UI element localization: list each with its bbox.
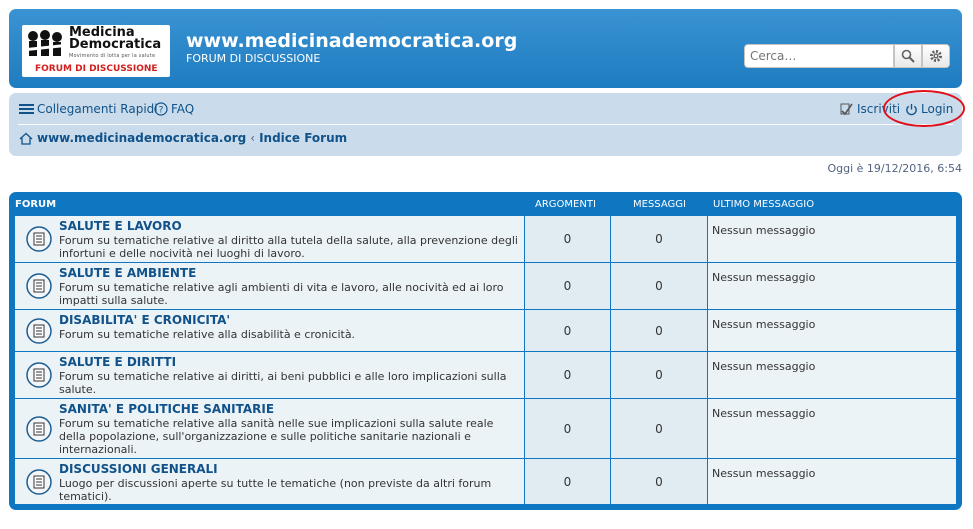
forum-cell <box>15 310 524 351</box>
last-post-text: Nessun messaggio <box>712 407 816 420</box>
topics-count: 0 <box>563 474 572 489</box>
topics-cell <box>525 216 610 262</box>
forum-cell <box>15 263 524 309</box>
forum-cell <box>15 352 524 398</box>
posts-count: 0 <box>655 323 663 338</box>
topics-cell <box>525 263 610 309</box>
forum-title-link[interactable]: SALUTE E DIRITTI <box>59 355 177 369</box>
topics-cell <box>525 399 610 458</box>
posts-count: 0 <box>655 474 663 489</box>
last-post-cell <box>708 310 956 351</box>
breadcrumb-home[interactable]: www.medicinademocratica.org <box>37 131 247 145</box>
forum-cell <box>15 459 524 504</box>
posts-cell <box>611 216 707 262</box>
login-highlight-circle <box>883 90 965 127</box>
posts-count: 0 <box>655 368 663 382</box>
header-last-post: ULTIMO MESSAGGIO <box>713 199 815 210</box>
breadcrumb-forum-index[interactable]: Indice Forum <box>259 131 348 145</box>
topics-cell <box>525 352 610 398</box>
forum-read-icon <box>26 362 52 388</box>
register-label: Iscriviti <box>857 102 901 116</box>
last-post-cell <box>708 459 956 504</box>
forum-read-icon <box>26 416 52 442</box>
faq-label: FAQ <box>171 102 195 116</box>
breadcrumb <box>19 131 347 145</box>
gear-icon <box>929 49 943 63</box>
last-post-cell <box>708 263 956 309</box>
forum-description: Forum su tematiche relative ai diritti, ai beni pubblici e alle loro implicazioni sulla salute. <box>59 370 507 396</box>
forum-description: Forum su tematiche relative alla disabilità e cronicità. <box>59 328 356 341</box>
header-topics: ARGOMENTI <box>535 199 596 210</box>
topics-count: 0 <box>563 279 572 293</box>
navbar <box>9 93 962 156</box>
search-button[interactable] <box>894 44 922 68</box>
navbar-divider <box>18 124 953 125</box>
site-description: FORUM DI DISCUSSIONE <box>186 52 321 65</box>
advanced-search-button[interactable] <box>922 44 950 68</box>
logo-text-line2: Democratica <box>69 37 162 52</box>
faq-link[interactable] <box>154 102 194 116</box>
posts-cell <box>611 352 707 398</box>
forum-row <box>15 459 956 504</box>
forum-read-icon <box>26 469 52 495</box>
topics-count: 0 <box>563 232 572 246</box>
forum-cell <box>15 399 524 458</box>
forum-title-link[interactable]: DISCUSSIONI GENERALI <box>59 462 218 476</box>
forum-row <box>15 310 956 351</box>
hamburger-icon <box>19 103 34 115</box>
last-post-text: Nessun messaggio <box>712 318 816 331</box>
forum-description: Forum su tematiche relative al diritto alla tutela della salute, alla prevenzione degli infortuni e delle nocività nei luoghi di lavoro. <box>59 234 518 260</box>
topics-cell <box>525 310 610 351</box>
site-title[interactable]: www.medicinademocratica.org <box>186 30 518 52</box>
forum-title-link[interactable]: DISABILITA' E CRONICITA' <box>59 313 231 327</box>
topics-count: 0 <box>563 368 572 382</box>
register-icon <box>840 102 854 116</box>
svg-text:?: ? <box>158 105 164 116</box>
forum-row <box>15 352 956 398</box>
logo-figures-icon <box>25 28 67 58</box>
forum-description: Forum su tematiche relative agli ambienti di vita e lavoro, alle nocività ed ai loro impatti sulla salute. <box>59 281 504 307</box>
breadcrumb-separator: ‹ <box>250 131 256 145</box>
forum-list-header <box>9 192 962 216</box>
forum-row <box>15 263 956 309</box>
last-post-cell <box>708 399 956 458</box>
forum-row <box>15 399 956 458</box>
last-post-text: Nessun messaggio <box>712 271 816 284</box>
forum-list <box>9 192 962 510</box>
posts-count: 0 <box>655 279 663 293</box>
last-post-cell <box>708 352 956 398</box>
posts-count: 0 <box>655 232 663 246</box>
forum-description: Forum su tematiche relative alla sanità nelle sue implicazioni sulla salute reale della popolazione, sull'organizzazione e sulle politiche sanitarie nazionali e internazionali. <box>59 417 494 456</box>
forum-read-icon <box>26 273 52 299</box>
posts-count: 0 <box>655 421 663 436</box>
last-post-text: Nessun messaggio <box>712 360 816 373</box>
topics-count: 0 <box>563 323 572 338</box>
header-forum: FORUM <box>15 199 57 210</box>
forum-read-icon <box>26 318 52 344</box>
current-datetime: Oggi è 19/12/2016, 6:54 <box>827 162 962 175</box>
site-logo[interactable] <box>22 25 170 77</box>
logo-text-line1: Medicina <box>69 25 135 40</box>
posts-cell <box>611 310 707 351</box>
forum-read-icon <box>26 226 52 252</box>
last-post-text: Nessun messaggio <box>712 467 816 480</box>
forum-row <box>15 216 956 262</box>
site-header <box>9 9 962 88</box>
search-input[interactable] <box>744 44 894 68</box>
topics-count: 0 <box>563 421 572 436</box>
posts-cell <box>611 459 707 504</box>
home-icon <box>19 132 33 145</box>
login-label: Login <box>921 102 954 116</box>
topics-cell <box>525 459 610 504</box>
forum-description: Luogo per discussioni aperte su tutte le tematiche (non previste da altri forum tematici). <box>59 477 492 503</box>
question-icon <box>154 102 168 116</box>
last-post-cell <box>708 216 956 262</box>
logo-forum-label: FORUM DI DISCUSSIONE <box>35 64 158 74</box>
header-posts: MESSAGGI <box>633 199 686 210</box>
logo-tagline: Movimento di lotta per la salute <box>69 53 156 59</box>
forum-cell <box>15 216 524 262</box>
last-post-text: Nessun messaggio <box>712 224 816 237</box>
posts-cell <box>611 263 707 309</box>
quick-links-label: Collegamenti Rapidi <box>37 102 158 116</box>
forum-title-link[interactable]: SALUTE E AMBIENTE <box>59 266 197 280</box>
quick-links-menu[interactable] <box>19 102 158 116</box>
forum-title-link[interactable]: SANITA' E POLITICHE SANITARIE <box>59 402 275 416</box>
search-icon <box>901 49 915 63</box>
posts-cell <box>611 399 707 458</box>
forum-title-link[interactable]: SALUTE E LAVORO <box>59 219 182 233</box>
